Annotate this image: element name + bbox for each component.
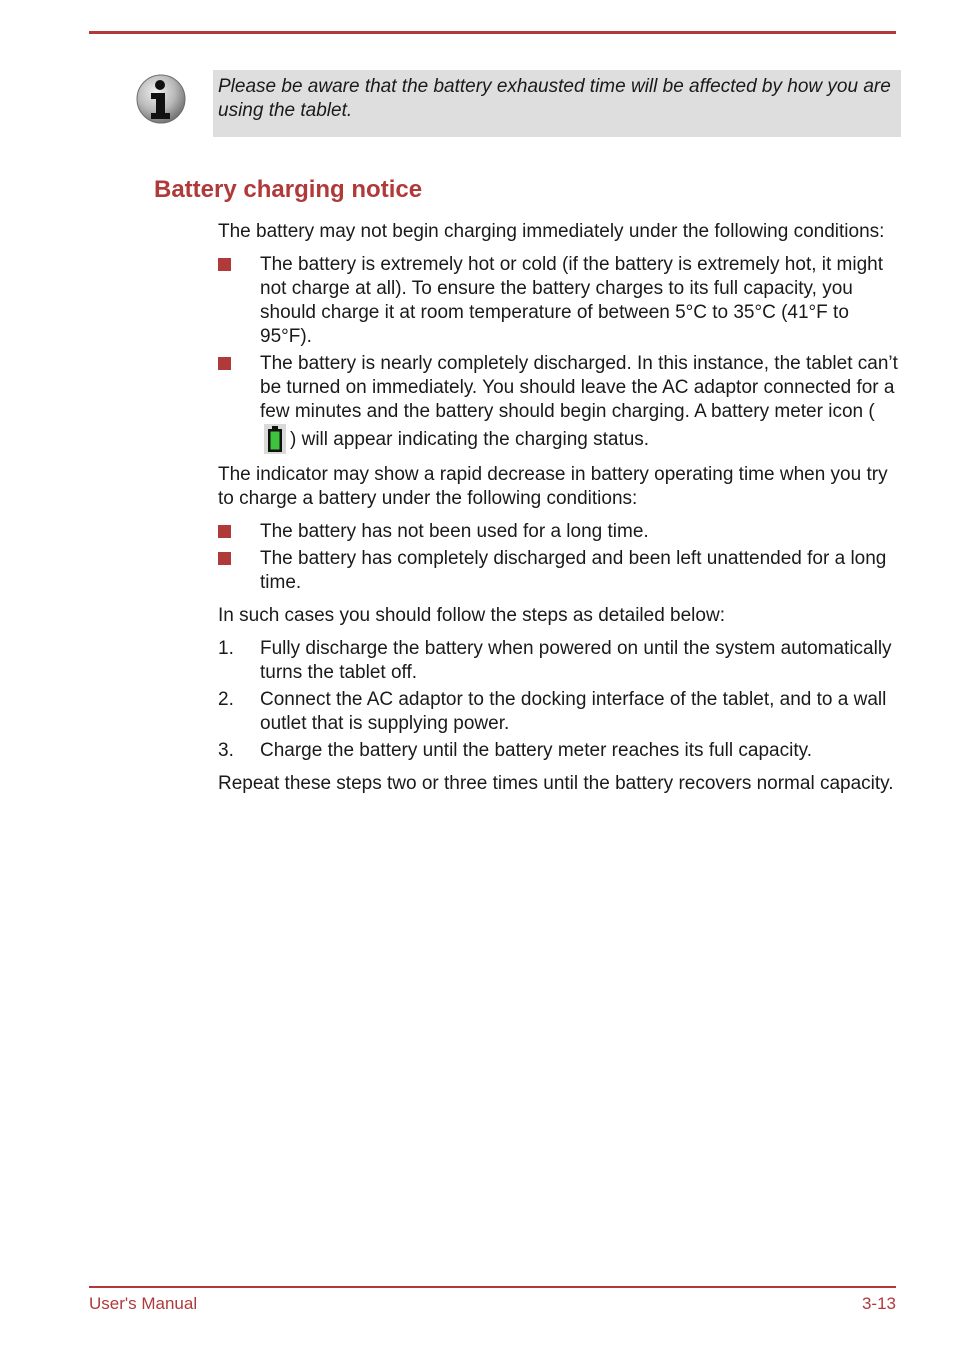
list-item bbox=[218, 253, 898, 349]
footer-manual-title: User's Manual bbox=[89, 1294, 198, 1313]
step-item bbox=[218, 688, 898, 736]
step-item bbox=[218, 739, 898, 763]
section-heading: Battery charging notice bbox=[154, 176, 423, 203]
bullet-square-icon bbox=[218, 525, 231, 538]
list-item bbox=[218, 547, 898, 595]
step-text: Connect the AC adaptor to the docking interface of the tablet, and to a wall outlet that is supplying power. bbox=[260, 689, 887, 734]
indicator-conditions-list bbox=[218, 520, 898, 595]
battery-meter-icon bbox=[264, 424, 286, 454]
list-item bbox=[218, 520, 898, 544]
list-item-text: The battery has not been used for a long time. bbox=[260, 521, 649, 542]
list-item bbox=[218, 352, 898, 454]
charging-conditions-list bbox=[218, 253, 898, 454]
list-item-text: The battery has completely discharged and been left unattended for a long time. bbox=[260, 548, 887, 593]
bullet-square-icon bbox=[218, 258, 231, 271]
list-item-text-continued: ) will appear indicating the charging status. bbox=[290, 429, 650, 450]
note-text: Please be aware that the battery exhausted time will be affected by how you are using the tablet. bbox=[218, 76, 891, 121]
step-number: 1. bbox=[218, 638, 234, 659]
step-text: Charge the battery until the battery meter reaches its full capacity. bbox=[260, 740, 812, 761]
steps-list bbox=[218, 637, 898, 763]
bullet-square-icon bbox=[218, 552, 231, 565]
list-item-text: The battery is nearly completely discharged. In this instance, the tablet can’t be turned on immediately. You should leave the AC adaptor connected for a few minutes and the battery should begin charging. A battery meter icon ( bbox=[260, 353, 898, 422]
steps-intro-paragraph: In such cases you should follow the steps as detailed below: bbox=[218, 605, 725, 626]
note-box bbox=[213, 70, 901, 137]
step-number: 3. bbox=[218, 740, 234, 761]
bullet-square-icon bbox=[218, 357, 231, 370]
intro-paragraph: The battery may not begin charging immediately under the following conditions: bbox=[218, 221, 885, 242]
footer-page-number: 3-13 bbox=[861, 1294, 896, 1313]
info-icon bbox=[135, 73, 187, 125]
indicator-paragraph: The indicator may show a rapid decrease in battery operating time when you try to charge a battery under the following conditions: bbox=[218, 464, 888, 509]
closing-paragraph: Repeat these steps two or three times until the battery recovers normal capacity. bbox=[218, 773, 894, 794]
section-content bbox=[218, 220, 898, 805]
list-item-text: The battery is extremely hot or cold (if the battery is extremely hot, it might not charge at all). To ensure the battery charges to its full capacity, you should charge it at room temperature of between 5°C to 35°C (41°F to 95°F). bbox=[260, 254, 884, 347]
bottom-rule bbox=[89, 1286, 896, 1288]
step-text: Fully discharge the battery when powered on until the system automatically turns the tablet off. bbox=[260, 638, 892, 683]
top-rule bbox=[89, 31, 896, 34]
step-item bbox=[218, 637, 898, 685]
step-number: 2. bbox=[218, 689, 234, 710]
